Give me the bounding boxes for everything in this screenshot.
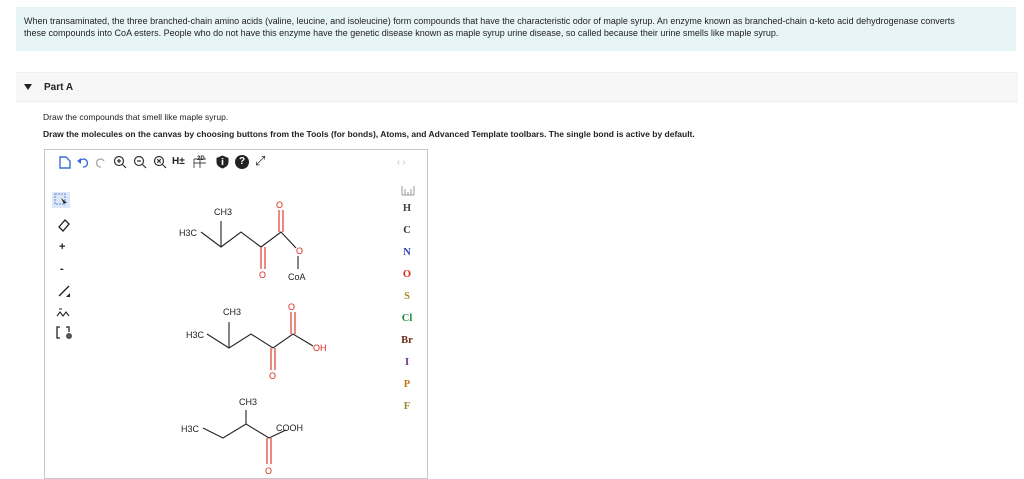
- instruction-line-1: Draw the compounds that smell like maple syrup.: [43, 112, 229, 122]
- mol2-acid-oxygen: O: [288, 302, 296, 312]
- intro-text: [16, 7, 1016, 51]
- bracket-tool-icon[interactable]: [56, 326, 74, 340]
- intro-line-2: these compounds into CoA esters. People who do not have this enzyme have the genetic disease known as maple syrup urine disease, so called because their urine smells like maple syrup.: [24, 28, 779, 38]
- hydrogen-toggle-button[interactable]: H±: [172, 156, 185, 167]
- chain-tool-icon[interactable]: [56, 306, 72, 320]
- zoom-reset-icon[interactable]: [153, 155, 167, 169]
- atom-o-button[interactable]: O: [402, 269, 412, 280]
- atom-c-button[interactable]: C: [403, 225, 411, 236]
- new-document-icon[interactable]: [59, 156, 71, 169]
- mol1-ester-oxygen: O: [296, 246, 304, 256]
- mol1-top-group: CH3: [214, 207, 233, 217]
- mol1-tail-group: CoA: [288, 272, 306, 282]
- mol1-left-group: H3C: [179, 228, 198, 238]
- mol2-tail-group: OH: [313, 343, 327, 353]
- charge-plus-button[interactable]: +: [59, 241, 66, 253]
- atom-i-button[interactable]: I: [404, 357, 410, 368]
- single-bond-icon[interactable]: [57, 284, 71, 298]
- select-arrow-icon: [52, 192, 70, 208]
- bond-keto: [261, 247, 265, 269]
- atom-f-button[interactable]: F: [403, 401, 411, 412]
- expand-icon[interactable]: ⤢: [255, 153, 266, 168]
- molecule-editor[interactable]: [44, 149, 428, 479]
- bond-keto: [267, 438, 271, 464]
- drawing-canvas[interactable]: [81, 174, 391, 479]
- molecule-coa-ester: [201, 210, 298, 269]
- atom-cl-button[interactable]: Cl: [401, 313, 413, 324]
- bond-acid-carbonyl: [291, 312, 295, 334]
- mol2-left-group: H3C: [186, 330, 205, 340]
- atom-br-button[interactable]: Br: [401, 335, 413, 346]
- bond-chain: [201, 232, 296, 248]
- bond-keto: [271, 348, 275, 370]
- help-button[interactable]: ?: [235, 155, 249, 169]
- clean-structure-icon: [193, 158, 207, 169]
- atom-s-button[interactable]: S: [404, 291, 410, 302]
- bond-chain: [203, 424, 286, 438]
- mol3-left-group: H3C: [181, 424, 200, 434]
- bond-chain: [207, 334, 313, 348]
- collapse-toolbar-icon[interactable]: ‹ ›: [397, 157, 406, 167]
- caret-down-icon[interactable]: [24, 84, 32, 90]
- molecule-carboxylic-acid: [203, 410, 286, 464]
- intro-line-1: When transaminated, the three branched-chain amino acids (valine, leucine, and isoleucine) form compounds that have the characteristic odor of maple syrup. An enzyme known as branched-chain α-keto acid dehydrogenase converts: [24, 16, 955, 26]
- mol2-top-group: CH3: [223, 307, 242, 317]
- atom-n-button[interactable]: N: [403, 247, 411, 258]
- clean-2d-button[interactable]: [193, 153, 209, 169]
- mol3-top-group: CH3: [239, 397, 258, 407]
- mol2-keto-oxygen: O: [269, 371, 277, 381]
- eraser-icon[interactable]: [56, 218, 70, 232]
- atom-toolbar: [393, 176, 421, 416]
- atom-h-button[interactable]: H: [402, 203, 412, 214]
- molecule-keto-acid: [207, 312, 313, 370]
- clean-2d-label: 2D: [197, 156, 205, 162]
- part-title: Part A: [44, 82, 74, 93]
- part-a-header[interactable]: [16, 72, 1018, 102]
- select-tool[interactable]: [52, 192, 70, 208]
- instruction-line-2: Draw the molecules on the canvas by choosing buttons from the Tools (for bonds), Atoms, and Advanced Template toolbars. The single bond is active by default.: [43, 129, 695, 139]
- mol1-keto-oxygen: O: [259, 270, 267, 280]
- zoom-in-icon[interactable]: [113, 155, 127, 169]
- mol3-tail-group: COOH: [276, 423, 303, 433]
- mol1-carbonyl-oxygen: O: [276, 200, 284, 210]
- redo-icon[interactable]: [95, 157, 107, 168]
- info-shield-icon[interactable]: [216, 155, 229, 169]
- mol3-keto-oxygen: O: [265, 466, 273, 476]
- periodic-table-icon[interactable]: [401, 184, 415, 196]
- left-toolbar: [45, 176, 79, 336]
- zoom-out-icon[interactable]: [133, 155, 147, 169]
- top-toolbar: [45, 150, 428, 174]
- charge-minus-button[interactable]: -: [60, 263, 64, 275]
- undo-icon[interactable]: [77, 157, 89, 168]
- atom-p-button[interactable]: P: [403, 379, 411, 390]
- bond-ester-carbonyl: [279, 210, 283, 232]
